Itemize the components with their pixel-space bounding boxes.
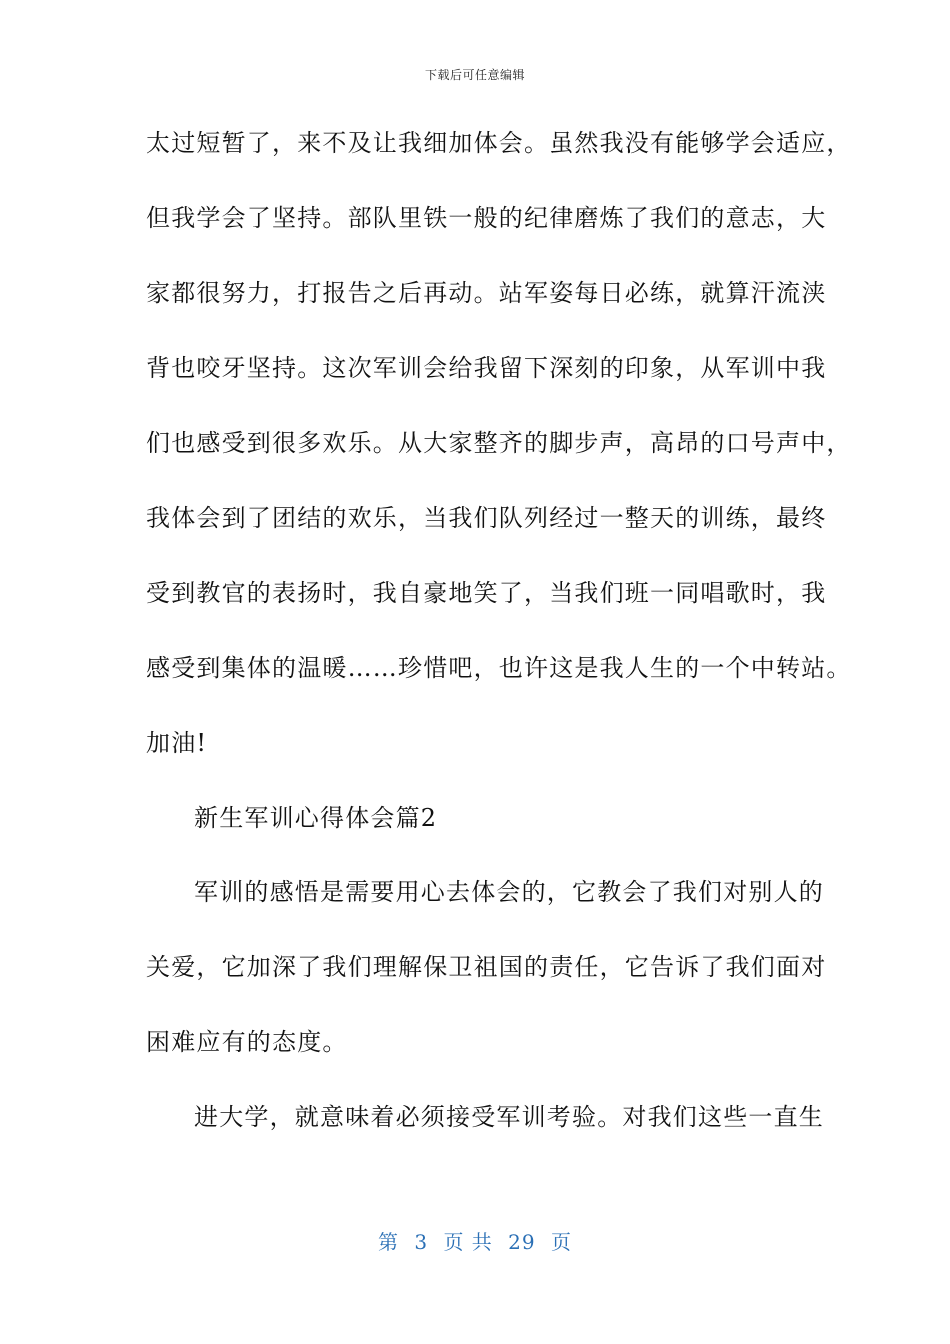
- footer-current-page: 3: [414, 1230, 429, 1254]
- footer-prefix: 第: [378, 1230, 399, 1254]
- body-text-line: 军训的感悟是需要用心去体会的，它教会了我们对别人的: [194, 878, 824, 906]
- footer-suffix: 页: [550, 1230, 572, 1254]
- body-text-line: 们也感受到很多欢乐。从大家整齐的脚步声，高昂的口号声中，: [146, 429, 852, 457]
- footer-middle: 页 共: [443, 1230, 493, 1254]
- body-text-line: 家都很努力，打报告之后再动。站军姿每日必练，就算汗流浃: [146, 279, 827, 307]
- body-text-line: 背也咬牙坚持。这次军训会给我留下深刻的印象，从军训中我: [146, 354, 827, 382]
- body-text-line: 加油!: [146, 729, 208, 757]
- body-text-line: 困难应有的态度。: [146, 1028, 348, 1056]
- body-text-line: 关爱，它加深了我们理解保卫祖国的责任，它告诉了我们面对: [146, 953, 827, 981]
- body-text-line: 但我学会了坚持。部队里铁一般的纪律磨炼了我们的意志，大: [146, 204, 827, 232]
- body-text-line: 我体会到了团结的欢乐，当我们队列经过一整天的训练，最终: [146, 504, 827, 532]
- section-heading: 新生军训心得体会篇2: [194, 804, 438, 832]
- page-header: 下载后可任意编辑: [424, 68, 525, 82]
- body-text-line: 太过短暂了，来不及让我细加体会。虽然我没有能够学会适应，: [146, 129, 852, 157]
- body-text-line: 感受到集体的温暖……珍惜吧，也许这是我人生的一个中转站。: [146, 654, 852, 682]
- page-footer: [0, 1226, 950, 1255]
- body-text-line: 进大学，就意味着必须接受军训考验。对我们这些一直生: [194, 1103, 824, 1131]
- body-text-line: 受到教官的表扬时，我自豪地笑了，当我们班一同唱歌时，我: [146, 579, 827, 607]
- footer-total-pages: 29: [508, 1230, 536, 1254]
